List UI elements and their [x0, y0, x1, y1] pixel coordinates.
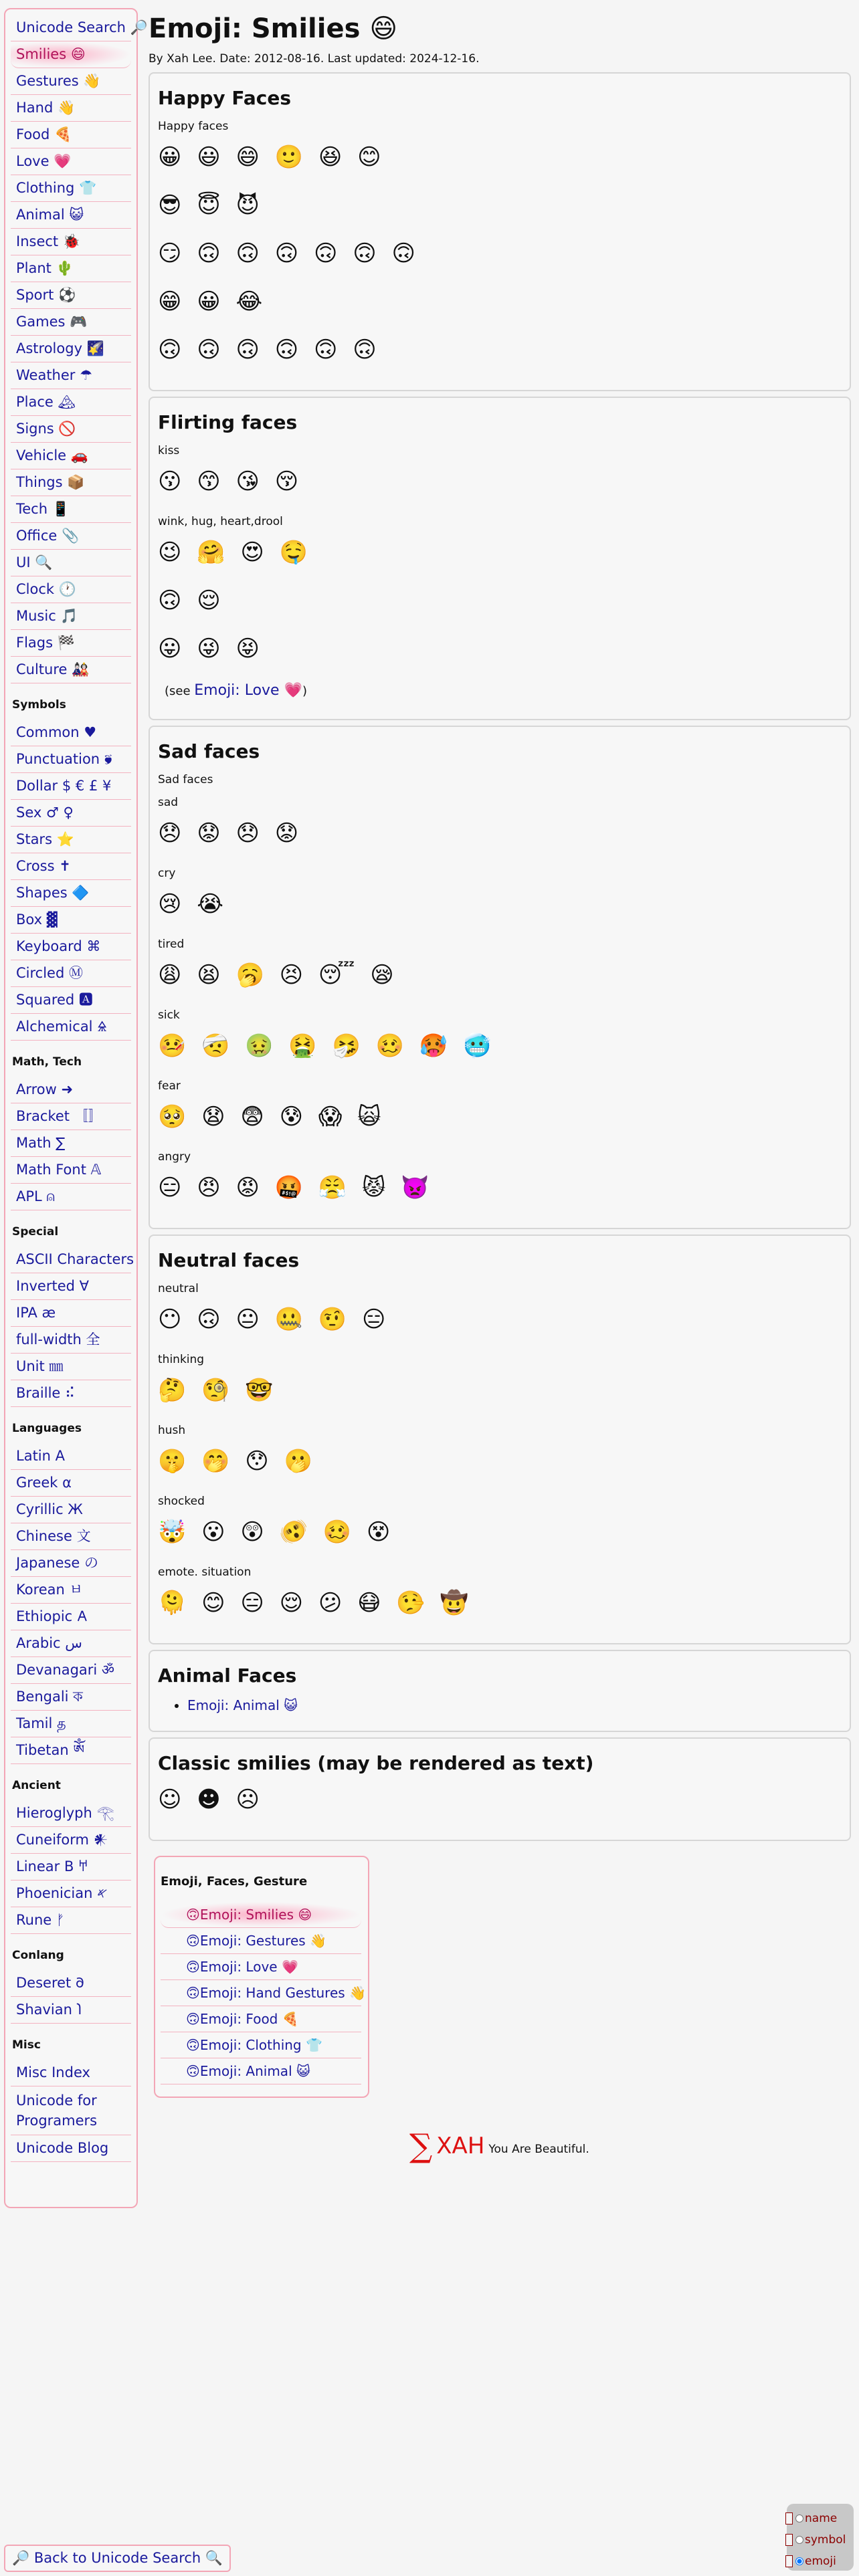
- nav-heading-math-tech: Math, Tech: [12, 1055, 82, 1069]
- option-label: name: [805, 2512, 838, 2525]
- sigma-logo[interactable]: ∑: [409, 2127, 433, 2165]
- emoji-animal-link[interactable]: Emoji: Animal 😺: [187, 1697, 298, 1713]
- sidebar-item-shapes[interactable]: Shapes 🔷: [11, 880, 131, 907]
- related-heading: Emoji, Faces, Gesture: [161, 1874, 308, 1889]
- emoji-row: 😎 😇 😈: [158, 192, 264, 219]
- sidebar-item-deseret[interactable]: Deseret 𐐀: [11, 1970, 131, 1997]
- sidebar-item-shavian[interactable]: Shavian 𐑐: [11, 1997, 131, 2024]
- sidebar-item-clothing[interactable]: Clothing 👕: [11, 175, 131, 202]
- emoji-row: 😩 😫 🥱 😣 😴 😪: [158, 962, 398, 988]
- view-option-emoji[interactable]: [785, 2555, 848, 2568]
- section-title: Flirting faces: [158, 411, 298, 433]
- emoji-group-label: hush: [158, 1424, 186, 1437]
- emoji-group-label: cry: [158, 867, 176, 880]
- sidebar-item-math-font[interactable]: Math Font 𝔸: [11, 1157, 131, 1184]
- section-neutral-faces: [149, 1235, 851, 1644]
- emoji-group-label: sad: [158, 796, 179, 809]
- bullet-list: [158, 1697, 842, 1713]
- related-link-emoji-love[interactable]: 🙃Emoji: Love 💗: [161, 1954, 361, 1980]
- sidebar-item-ipa[interactable]: IPA æ: [11, 1300, 131, 1327]
- sidebar-item-keyboard[interactable]: Keyboard ⌘: [11, 934, 131, 960]
- view-option-name[interactable]: [785, 2512, 848, 2525]
- view-switch: [787, 2504, 854, 2571]
- sidebar-item-insect[interactable]: Insect 🐞: [11, 229, 131, 255]
- emoji-row: 😁 😀 😂: [158, 288, 267, 315]
- sidebar-item-hieroglyph[interactable]: Hieroglyph 𓂀: [11, 1800, 131, 1827]
- sidebar-item-office[interactable]: Office 📎: [11, 523, 131, 550]
- section-title: Sad faces: [158, 740, 260, 762]
- sidebar-item-hand[interactable]: Hand 👋: [11, 95, 131, 122]
- emoji-row: 🫠 😊 😑 😌 😕 😷 🤥 🤠: [158, 1590, 472, 1616]
- sidebar-item-love[interactable]: Love 💗: [11, 148, 131, 175]
- emoji-group-label: kiss: [158, 444, 180, 457]
- sidebar-item-place[interactable]: Place 🏔: [11, 389, 131, 416]
- sidebar-item-animal[interactable]: Animal 😺: [11, 202, 131, 229]
- sidebar-item-unit[interactable]: Unit ㎜: [11, 1354, 131, 1380]
- footer-signature: [409, 2127, 851, 2165]
- section-title: Classic smilies (may be rendered as text): [158, 1752, 594, 1774]
- emoji-row: 🙃 🙃 🙃 🙃 🙃 🙃: [158, 336, 381, 363]
- emoji-row: 😶 🙃 😐 🤐 🤨 😑: [158, 1306, 390, 1333]
- sidebar-item-sport[interactable]: Sport ⚽: [11, 282, 131, 309]
- sidebar-item-punctuation[interactable]: Punctuation 🙘: [11, 746, 131, 773]
- emoji-group-label: neutral: [158, 1282, 199, 1295]
- sidebar-item-music[interactable]: Music 🎵: [11, 603, 131, 630]
- emoji-row: 😛 😜 😝: [158, 635, 264, 662]
- main-content: [149, 0, 851, 2165]
- radio-symbol[interactable]: [795, 2536, 803, 2544]
- emoji-group-label: tired: [158, 938, 185, 951]
- section-happy-faces: [149, 72, 851, 391]
- sidebar-item-linear-b[interactable]: Linear B 𐀀: [11, 1854, 131, 1881]
- sidebar-item-latin-a[interactable]: Latin A: [11, 1443, 131, 1470]
- sidebar-item-ui[interactable]: UI 🔍: [11, 550, 131, 576]
- sidebar-item-bracket[interactable]: Bracket 〚〛: [11, 1103, 131, 1130]
- emoji-row: ☺ ☻ ☹: [158, 1786, 264, 1813]
- option-label: symbol: [805, 2533, 846, 2547]
- sidebar-item-sex[interactable]: Sex ♂ ♀: [11, 800, 131, 827]
- related-link-emoji-hand-gestures[interactable]: 🙃Emoji: Hand Gestures 👋: [161, 1980, 361, 2006]
- sidebar-item-tech[interactable]: Tech 📱: [11, 496, 131, 523]
- sidebar-item-phoenician[interactable]: Phoenician 𐤀: [11, 1881, 131, 1907]
- emoji-group-label: emote. situation: [158, 1566, 252, 1579]
- sidebar-item-flags[interactable]: Flags 🏁: [11, 630, 131, 657]
- sidebar-item-devanagari[interactable]: Devanagari ॐ: [11, 1657, 131, 1684]
- sidebar-item-culture[interactable]: Culture 🎎: [11, 657, 131, 683]
- sidebar-item-ascii-characters[interactable]: ASCII Characters: [11, 1247, 131, 1273]
- sidebar-item-arrow[interactable]: Arrow ➜: [11, 1077, 131, 1103]
- emoji-row: 😞 😟 😞 😟: [158, 820, 303, 847]
- emoji-row: 😏 🙃 🙃 🙃 🙃 🙃 🙃: [158, 240, 419, 267]
- sidebar-item-plant[interactable]: Plant 🌵: [11, 255, 131, 282]
- nav-heading-conlang: Conlang: [12, 1949, 64, 1962]
- section-sad-faces: [149, 726, 851, 1229]
- sidebar-item-full-width[interactable]: full-width 全: [11, 1327, 131, 1354]
- emoji-group-label: angry: [158, 1150, 191, 1164]
- nav-heading-misc: Misc: [12, 2038, 41, 2052]
- sidebar-item-tamil[interactable]: Tamil த: [11, 1711, 131, 1737]
- sidebar-item-stars[interactable]: Stars ⭐: [11, 827, 131, 853]
- emoji-group-label: fear: [158, 1079, 181, 1093]
- emoji-row: 🤫 🤭 😯 🫢: [158, 1448, 316, 1475]
- view-option-symbol[interactable]: [785, 2533, 848, 2547]
- sidebar-item-vehicle[interactable]: Vehicle 🚗: [11, 443, 131, 469]
- sidebar-item-alchemical[interactable]: Alchemical 🜎: [11, 1014, 131, 1041]
- emoji-row: 😗 😙 😘 😚: [158, 468, 303, 495]
- section-title: Happy Faces: [158, 87, 292, 109]
- related-list: [161, 1902, 366, 2084]
- emoji-row: 🥺 😧 😨 😰 😱 🙀: [158, 1103, 385, 1130]
- sidebar-item-greek[interactable]: Greek α: [11, 1470, 131, 1497]
- emoji-group-label: wink, hug, heart,drool: [158, 515, 283, 528]
- sidebar-item-bengali[interactable]: Bengali ক: [11, 1684, 131, 1711]
- section-title: Neutral faces: [158, 1249, 300, 1271]
- sidebar-item-squared[interactable]: Squared 🅰: [11, 987, 131, 1014]
- sections-container: [149, 72, 851, 1841]
- emoji-row: 🤔 🧐 🤓: [158, 1377, 278, 1404]
- sidebar-item-unicode-search[interactable]: Unicode Search 🔎: [11, 15, 131, 41]
- related-link-emoji-smilies[interactable]: 🙃Emoji: Smilies 😄: [161, 1902, 361, 1928]
- xah-logo[interactable]: XAH: [436, 2133, 485, 2159]
- sidebar-item-astrology[interactable]: Astrology 🌠: [11, 336, 131, 362]
- section-classic-smilies-may-be-rendered-as-text: [149, 1737, 851, 1841]
- back-to-search-link[interactable]: 🔎 Back to Unicode Search 🔍: [4, 2545, 231, 2572]
- related-link-emoji-animal[interactable]: 🙃Emoji: Animal 😺: [161, 2058, 361, 2084]
- sidebar-item-apl[interactable]: APL ⍝: [11, 1184, 131, 1210]
- section-flirting-faces: [149, 397, 851, 720]
- related-link-emoji-food[interactable]: 🙃Emoji: Food 🍕: [161, 2006, 361, 2032]
- sidebar-item-cuneiform[interactable]: Cuneiform 𒀭: [11, 1827, 131, 1854]
- see-love-link[interactable]: Emoji: Love 💗: [194, 682, 302, 699]
- sidebar-item-circled[interactable]: Circled Ⓜ: [11, 960, 131, 987]
- emoji-row: 😑 😠 😡 🤬 😤 😾 👿: [158, 1174, 434, 1201]
- sidebar-item-ethiopic[interactable]: Ethiopic 𐌀: [11, 1604, 131, 1630]
- section-title: Animal Faces: [158, 1665, 297, 1687]
- nav-heading-special: Special: [12, 1225, 59, 1239]
- sidebar-nav: [4, 8, 148, 2208]
- sidebar-item-inverted[interactable]: Inverted ∀: [11, 1273, 131, 1300]
- sidebar-item-smilies[interactable]: Smilies 😄: [11, 41, 131, 68]
- emoji-row: 🤒 🤕 🤢 🤮 🤧 🥴 🥵 🥶: [158, 1033, 496, 1059]
- emoji-group-label: shocked: [158, 1495, 205, 1508]
- emoji-row: 😢 😭: [158, 891, 227, 918]
- sidebar-item-gestures[interactable]: Gestures 👋: [11, 68, 131, 95]
- nav-heading-languages: Languages: [12, 1422, 82, 1435]
- sidebar-item-rune[interactable]: Rune ᚠ: [11, 1907, 131, 1934]
- emoji-group-label: sick: [158, 1008, 180, 1022]
- sidebar-item-chinese[interactable]: Chinese 文: [11, 1523, 131, 1550]
- related-box: [154, 1856, 369, 2098]
- emoji-row: 🤯 😮 😲 🫨 🥴 😵: [158, 1519, 395, 1545]
- radio-name[interactable]: [795, 2514, 803, 2523]
- sidebar-item-common[interactable]: Common ♥: [11, 720, 131, 746]
- see-suffix: ): [302, 684, 308, 698]
- sidebar-item-arabic[interactable]: Arabic س: [11, 1630, 131, 1657]
- list-item: [187, 1697, 842, 1713]
- sidebar-item-math[interactable]: Math ∑: [11, 1130, 131, 1157]
- option-marker: [785, 2534, 793, 2546]
- sidebar-item-misc-index[interactable]: Misc Index: [11, 2060, 131, 2086]
- see-prefix: (see: [165, 684, 195, 698]
- see-note: [165, 682, 842, 699]
- byline: By Xah Lee. Date: 2012-08-16. Last updated: 2024-12-16.: [149, 52, 480, 66]
- section-animal-faces: [149, 1650, 851, 1732]
- emoji-row: 😀 😃 😄 🙂 😆 😊: [158, 144, 385, 171]
- emoji-row: 😉 🤗 😍 🤤: [158, 539, 312, 566]
- sidebar-item-unicode-for-programers[interactable]: Unicode for Programers: [11, 2086, 131, 2135]
- sidebar-item-korean[interactable]: Korean ㅂ: [11, 1577, 131, 1604]
- sidebar-item-weather[interactable]: Weather ☂: [11, 362, 131, 389]
- sidebar-item-tibetan[interactable]: Tibetan ༀ: [11, 1737, 131, 1764]
- sidebar-item-unicode-blog[interactable]: Unicode Blog: [11, 2135, 131, 2162]
- option-marker: [785, 2555, 793, 2567]
- sidebar-item-cyrillic[interactable]: Cyrillic Ж: [11, 1497, 131, 1523]
- radio-emoji[interactable]: [795, 2557, 803, 2565]
- emoji-row: 🙃 😌: [158, 587, 225, 614]
- sidebar-item-signs[interactable]: Signs 🚫: [11, 416, 131, 443]
- sidebar-item-clock[interactable]: Clock 🕐: [11, 576, 131, 603]
- related-link-emoji-clothing[interactable]: 🙃Emoji: Clothing 👕: [161, 2032, 361, 2058]
- option-label: emoji: [805, 2555, 836, 2568]
- sidebar-item-braille[interactable]: Braille ⠮: [11, 1380, 131, 1407]
- sidebar-item-japanese[interactable]: Japanese の: [11, 1550, 131, 1577]
- sidebar-item-things[interactable]: Things 📦: [11, 469, 131, 496]
- related-link-emoji-gestures[interactable]: 🙃Emoji: Gestures 👋: [161, 1928, 361, 1954]
- nav-heading-symbols: Symbols: [12, 698, 66, 712]
- sidebar-item-games[interactable]: Games 🎮: [11, 309, 131, 336]
- emoji-group-label: thinking: [158, 1353, 205, 1366]
- sidebar-item-food[interactable]: Food 🍕: [11, 122, 131, 148]
- emoji-group-label: Sad faces: [158, 773, 213, 786]
- page-title: Emoji: Smilies 😄: [149, 13, 398, 44]
- nav-heading-ancient: Ancient: [12, 1779, 61, 1792]
- sidebar-item-dollar[interactable]: Dollar $ € £ ¥: [11, 773, 131, 800]
- sidebar-item-cross[interactable]: Cross ✝: [11, 853, 131, 880]
- emoji-group-label: Happy faces: [158, 120, 229, 133]
- tagline: You Are Beautiful.: [488, 2143, 589, 2156]
- sidebar-item-box[interactable]: Box ▓: [11, 907, 131, 934]
- option-marker: [785, 2512, 793, 2525]
